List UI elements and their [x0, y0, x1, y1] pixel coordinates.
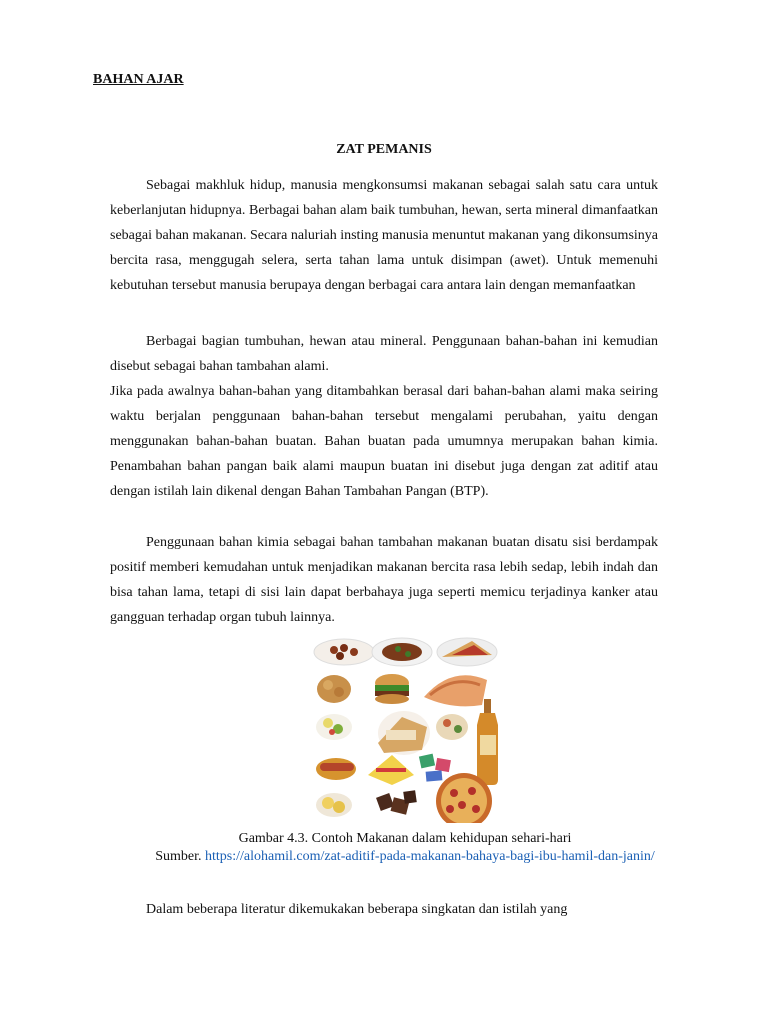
source-link[interactable]: https://alohamil.com/zat-aditif-pada-makanan-bahaya-bagi-ibu-hamil-dan-janin/ — [205, 849, 655, 864]
paragraph-intro: Sebagai makhluk hidup, manusia mengkonsumsi makanan sebagai salah satu cara untuk keberlanjutan hidupnya. Berbagai bahan alam baik tumbuhan, hewan, serta mineral dimanfaatkan sebagai bahan makanan. Secara naluriah insting manusia menuntut makanan yang dikonsumsinya bercita rasa, menggugah selera, serta tahan lama untuk disimpan (awet). Untuk memenuhi kebutuhan tersebut manusia berupaya dengan berbagai cara antara lain dengan memanfaatkan — [110, 178, 658, 293]
section-title: ZAT PEMANIS — [336, 142, 432, 157]
food-examples-image — [312, 635, 502, 823]
source-label: Sumber. — [155, 849, 205, 864]
figure-source — [110, 848, 700, 865]
paragraph-literature: Dalam beberapa literatur dikemukakan beberapa singkatan dan istilah yang — [146, 902, 568, 917]
paragraph-impact: Penggunaan bahan kimia sebagai bahan tambahan makanan buatan disatu sisi berdampak positif memberi kemudahan untuk menjadikan makanan bercita rasa lebih sedap, lebih indah dan bisa tahan lama, tetapi di sisi lain dapat berbahaya juga seperti memicu terjadinya kanker atau gangguan terhadap organ tubuh lainnya. — [110, 535, 658, 625]
paragraph-artificial-additives: Jika pada awalnya bahan-bahan yang ditambahkan berasal dari bahan-bahan alami maka seiring waktu berjalan penggunaan bahan-bahan tersebut mengalami perubahan, yaitu dengan menggunakan bahan-bahan buatan. Bahan buatan pada umumnya merupakan bahan kimia. Penambahan bahan pangan baik alami maupun buatan ini disebut juga dengan zat aditif atau dengan istilah lain dikenal dengan Bahan Tambahan Pangan (BTP). — [110, 384, 658, 499]
paragraph-natural-additives: Berbagai bagian tumbuhan, hewan atau mineral. Penggunaan bahan-bahan ini kemudian disebut sebagai bahan tambahan alami. — [110, 334, 658, 374]
figure-caption: Gambar 4.3. Contoh Makanan dalam kehidupan sehari-hari — [238, 831, 572, 846]
document-label: BAHAN AJAR — [93, 72, 184, 87]
